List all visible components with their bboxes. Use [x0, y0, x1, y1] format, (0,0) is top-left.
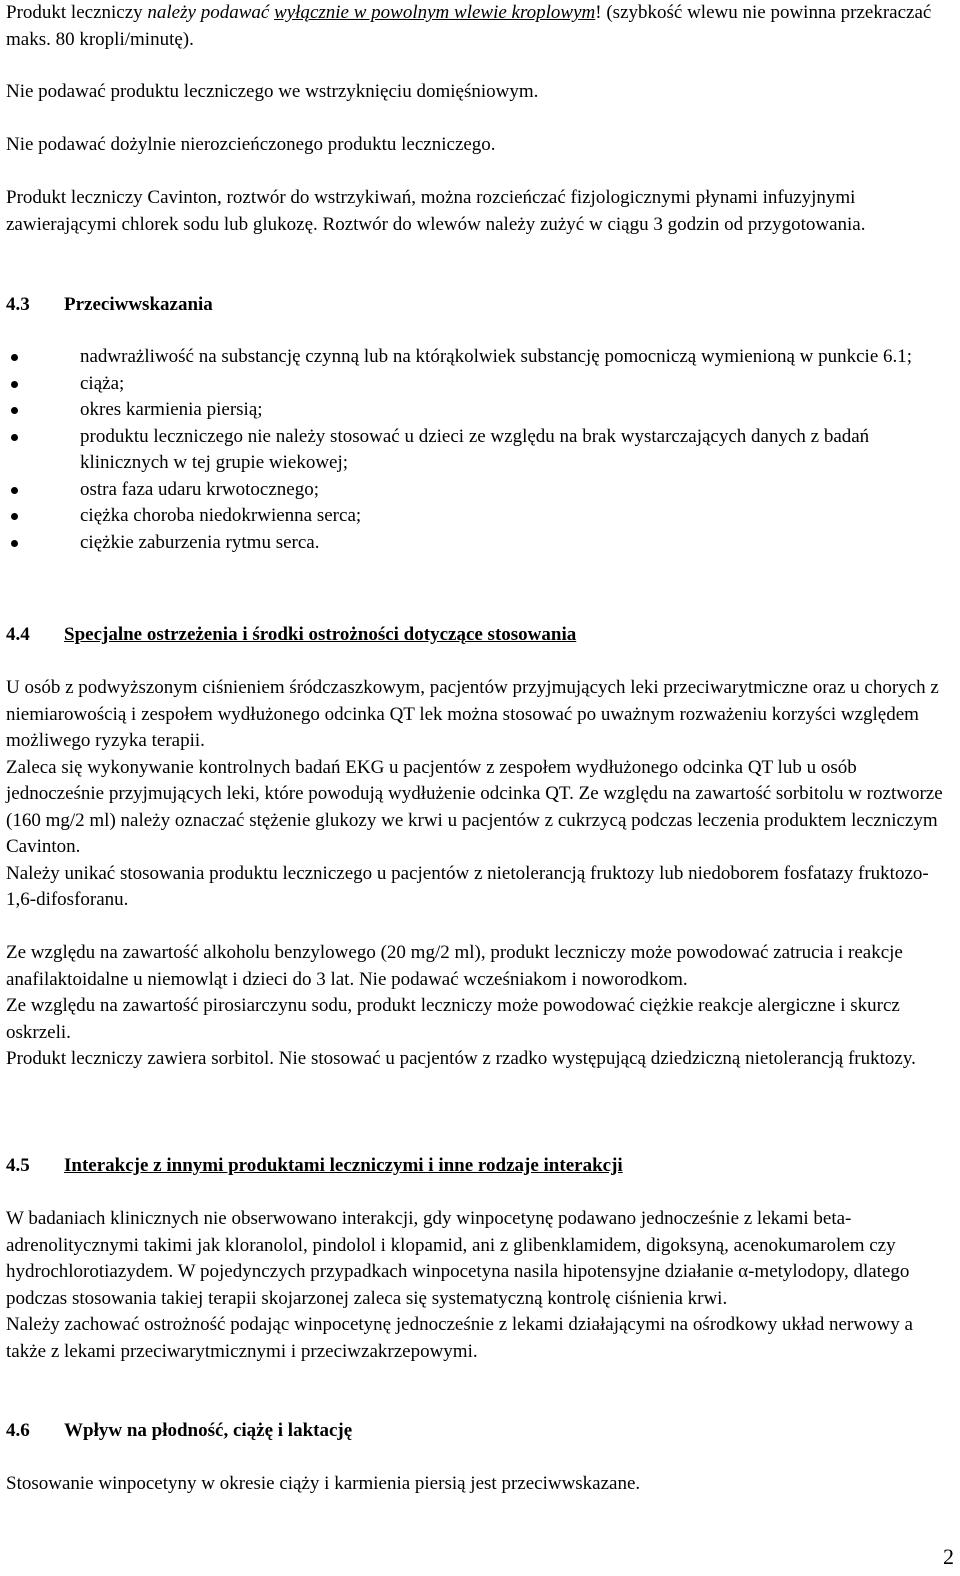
list-item: ciężkie zaburzenia rytmu serca.: [6, 530, 952, 557]
intro-paragraph-dilution: Produkt leczniczy Cavinton, roztwór do wstrzykiwań, można rozcieńczać fizjologicznymi płynami infuzyjnymi zawierającymi chlorek sodu lub glukozę. Roztwór do wlewów należy zużyć w ciągu 3 godzin od przygotowania.: [6, 187, 866, 235]
section-heading-4-6: 4.6 Wpływ na płodność, ciążę i laktację: [6, 1420, 353, 1441]
list-item: ciąża;: [6, 371, 952, 398]
intro-line-undiluted: Nie podawać dożylnie nierozcieńczonego produktu leczniczego.: [6, 134, 496, 155]
bullet-icon: [11, 381, 18, 388]
paragraph: Należy zachować ostrożność podając winpocetynę jednocześnie z lekami działającymi na ośrodkowy układ nerwowy a także z lekami przeciwarytmicznymi i przeciwzakrzepowymi.: [6, 1314, 913, 1362]
paragraph: Produkt leczniczy zawiera sorbitol. Nie stosować u pacjentów z rzadko występującą dziedziczną nietolerancją fruktozy.: [6, 1048, 916, 1069]
underlined-emphasis: wyłącznie w powolnym wlewie kroplowym: [274, 2, 596, 23]
bullet-icon: [11, 407, 18, 414]
contraindications-list: [6, 344, 952, 556]
bullet-icon: [11, 434, 18, 441]
intro-line-infusion: Produkt leczniczy należy podawać wyłącznie w powolnym wlewie kroplowym! (szybkość wlewu nie powinna przekraczać maks. 80 kropli/minutę).: [6, 2, 932, 50]
section-4-4-body: [6, 675, 952, 914]
paragraph: Należy unikać stosowania produktu leczniczego u pacjentów z nietolerancją fruktozy lub niedoborem fosfatazy fruktozo-1,6-difosforanu.: [6, 862, 929, 910]
bullet-icon: [11, 540, 18, 547]
list-item: ostra faza udaru krwotocznego;: [6, 477, 952, 504]
section-4-4-body-cont: [6, 940, 952, 1073]
section-heading-4-3: 4.3 Przeciwwskazania: [6, 294, 213, 315]
section-heading-4-5: 4.5 Interakcje z innymi produktami leczniczymi i inne rodzaje interakcji: [6, 1155, 623, 1176]
intro-line-intramuscular: Nie podawać produktu leczniczego we wstrzyknięciu domięśniowym.: [6, 81, 539, 102]
bullet-icon: [11, 354, 18, 361]
paragraph: Ze względu na zawartość alkoholu benzylowego (20 mg/2 ml), produkt leczniczy może powodować zatrucia i reakcje anafilaktoidalne u niemowląt i dzieci do 3 lat. Nie podawać wcześniakom i noworodkom.: [6, 942, 903, 990]
list-item: ciężka choroba niedokrwienna serca;: [6, 503, 952, 530]
paragraph: W badaniach klinicznych nie obserwowano interakcji, gdy winpocetynę podawano jednocześnie z lekami beta-adrenolitycznymi takimi jak kloranolol, pindolol i klopamid, ani z glibenklamidem, digoksyną, acenokumarolem czy hydrochlorotiazydem. W pojedynczych przypadkach winpocetyna nasila hipotensyjne działanie α-metylodopy, dlatego podczas stosowania takiej terapii skojarzonej zaleca się systematyczną kontrolę ciśnienia krwi.: [6, 1208, 910, 1309]
paragraph: Zaleca się wykonywanie kontrolnych badań EKG u pacjentów z zespołem wydłużonego odcinka QT lub u osób jednocześnie przyjmujących leki, które powodują wydłużenie odcinka QT. Ze względu na zawartość sorbitolu w roztworze (160 mg/2 ml) należy oznaczać stężenie glukozy we krwi u pacjentów z cukrzycą podczas leczenia produktem leczniczym Cavinton.: [6, 756, 943, 857]
bullet-icon: [11, 487, 18, 494]
paragraph: U osób z podwyższonym ciśnieniem śródczaszkowym, pacjentów przyjmujących leki przeciwarytmiczne oraz u chorych z niemiarowością i zespołem wydłużonego odcinka QT lek można stosować po uważnym rozważeniu korzyści względem możliwego ryzyka terapii.: [6, 677, 939, 751]
list-item: nadwrażliwość na substancję czynną lub na którąkolwiek substancję pomocniczą wymienioną w punkcie 6.1;: [6, 344, 952, 371]
list-item: okres karmienia piersią;: [6, 397, 952, 424]
section-4-5-body: [6, 1206, 952, 1365]
section-heading-4-4: 4.4 Specjalne ostrzeżenia i środki ostrożności dotyczące stosowania: [6, 624, 577, 645]
list-item: produktu leczniczego nie należy stosować u dzieci ze względu na brak wystarczających danych z badań klinicznych w tej grupie wiekowej;: [6, 424, 952, 477]
section-4-6-body: Stosowanie winpocetyny w okresie ciąży i karmienia piersią jest przeciwwskazane.: [6, 1473, 641, 1494]
page-number: 2: [943, 1544, 954, 1569]
paragraph: Ze względu na zawartość pirosiarczynu sodu, produkt leczniczy może powodować ciężkie reakcje alergiczne i skurcz oskrzeli.: [6, 995, 900, 1043]
bullet-icon: [11, 513, 18, 520]
